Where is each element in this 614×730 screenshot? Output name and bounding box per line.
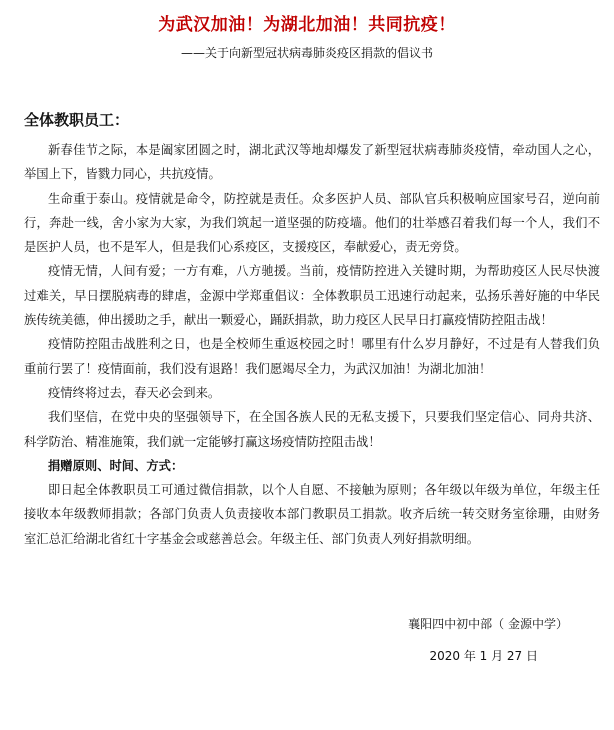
signature-organization: 襄阳四中初中部（ 金源中学）: [408, 617, 568, 631]
paragraph-4: 疫情防控阻击战胜利之日，也是全校师生重返校园之时！哪里有什么岁月静好，不过是有人替我们负重前行罢了！疫情面前，我们没有退路！我们愿竭尽全力，为武汉加油！为湖北加油！: [24, 337, 600, 376]
document-title: 为武汉加油！为湖北加油！共同抗疫！: [158, 15, 456, 35]
paragraph-3: 疫情无情，人间有爱；一方有难，八方驰援。当前，疫情防控进入关键时期，为帮助疫区人民尽快渡过难关，早日摆脱病毒的肆虐，金源中学郑重倡议：全体教职员工迅速行动起来，弘扬乐善好施的中华民族传统美德，伸出援助之手，献出一颗爱心，踊跃捐款，助力疫区人民早日打赢疫情防控阻击战！: [24, 264, 600, 328]
signature-block: [408, 612, 568, 668]
signature-date: 2020 年 1 月 27 日: [429, 649, 538, 663]
document-subtitle: ——关于向新型冠状病毒肺炎疫区捐款的倡议书: [180, 46, 433, 60]
salutation: 全体教职员工：: [24, 111, 130, 129]
section-heading: 捐赠原则、时间、方式：: [48, 458, 184, 473]
paragraph-1: 新春佳节之际，本是阖家团圆之时，湖北武汉等地却爆发了新型冠状病毒肺炎疫情，牵动国人之心，举国上下，皆戮力同心，共抗疫情。: [24, 143, 600, 182]
paragraph-5: 疫情终将过去，春天必会到来。: [48, 385, 221, 400]
document-body: [24, 138, 600, 551]
paragraph-2: 生命重于泰山。疫情就是命令，防控就是责任。众多医护人员、部队官兵积极响应国家号召，逆向前行，奔赴一线，舍小家为大家，为我们筑起一道坚强的防疫墙。他们的壮举感召着我们每一个人，我们不是医护人员，也不是军人，但是我们心系疫区，支援疫区，奉献爱心，责无旁贷。: [24, 191, 600, 255]
section-paragraph: 即日起全体教职员工可通过微信捐款，以个人自愿、不接触为原则；各年级以年级为单位，年级主任接收本年级教师捐款；各部门负责人负责接收本部门教职员工捐款。收齐后统一转交财务室徐珊，由财务室汇总汇给湖北省红十字基金会或慈善总会。年级主任、部门负责人列好捐款明细。: [24, 483, 600, 546]
paragraph-6: 我们坚信，在党中央的坚强领导下，在全国各族人民的无私支援下，只要我们坚定信心、同舟共济、科学防治、精准施策，我们就一定能够打赢这场疫情防控阻击战！: [24, 410, 600, 449]
